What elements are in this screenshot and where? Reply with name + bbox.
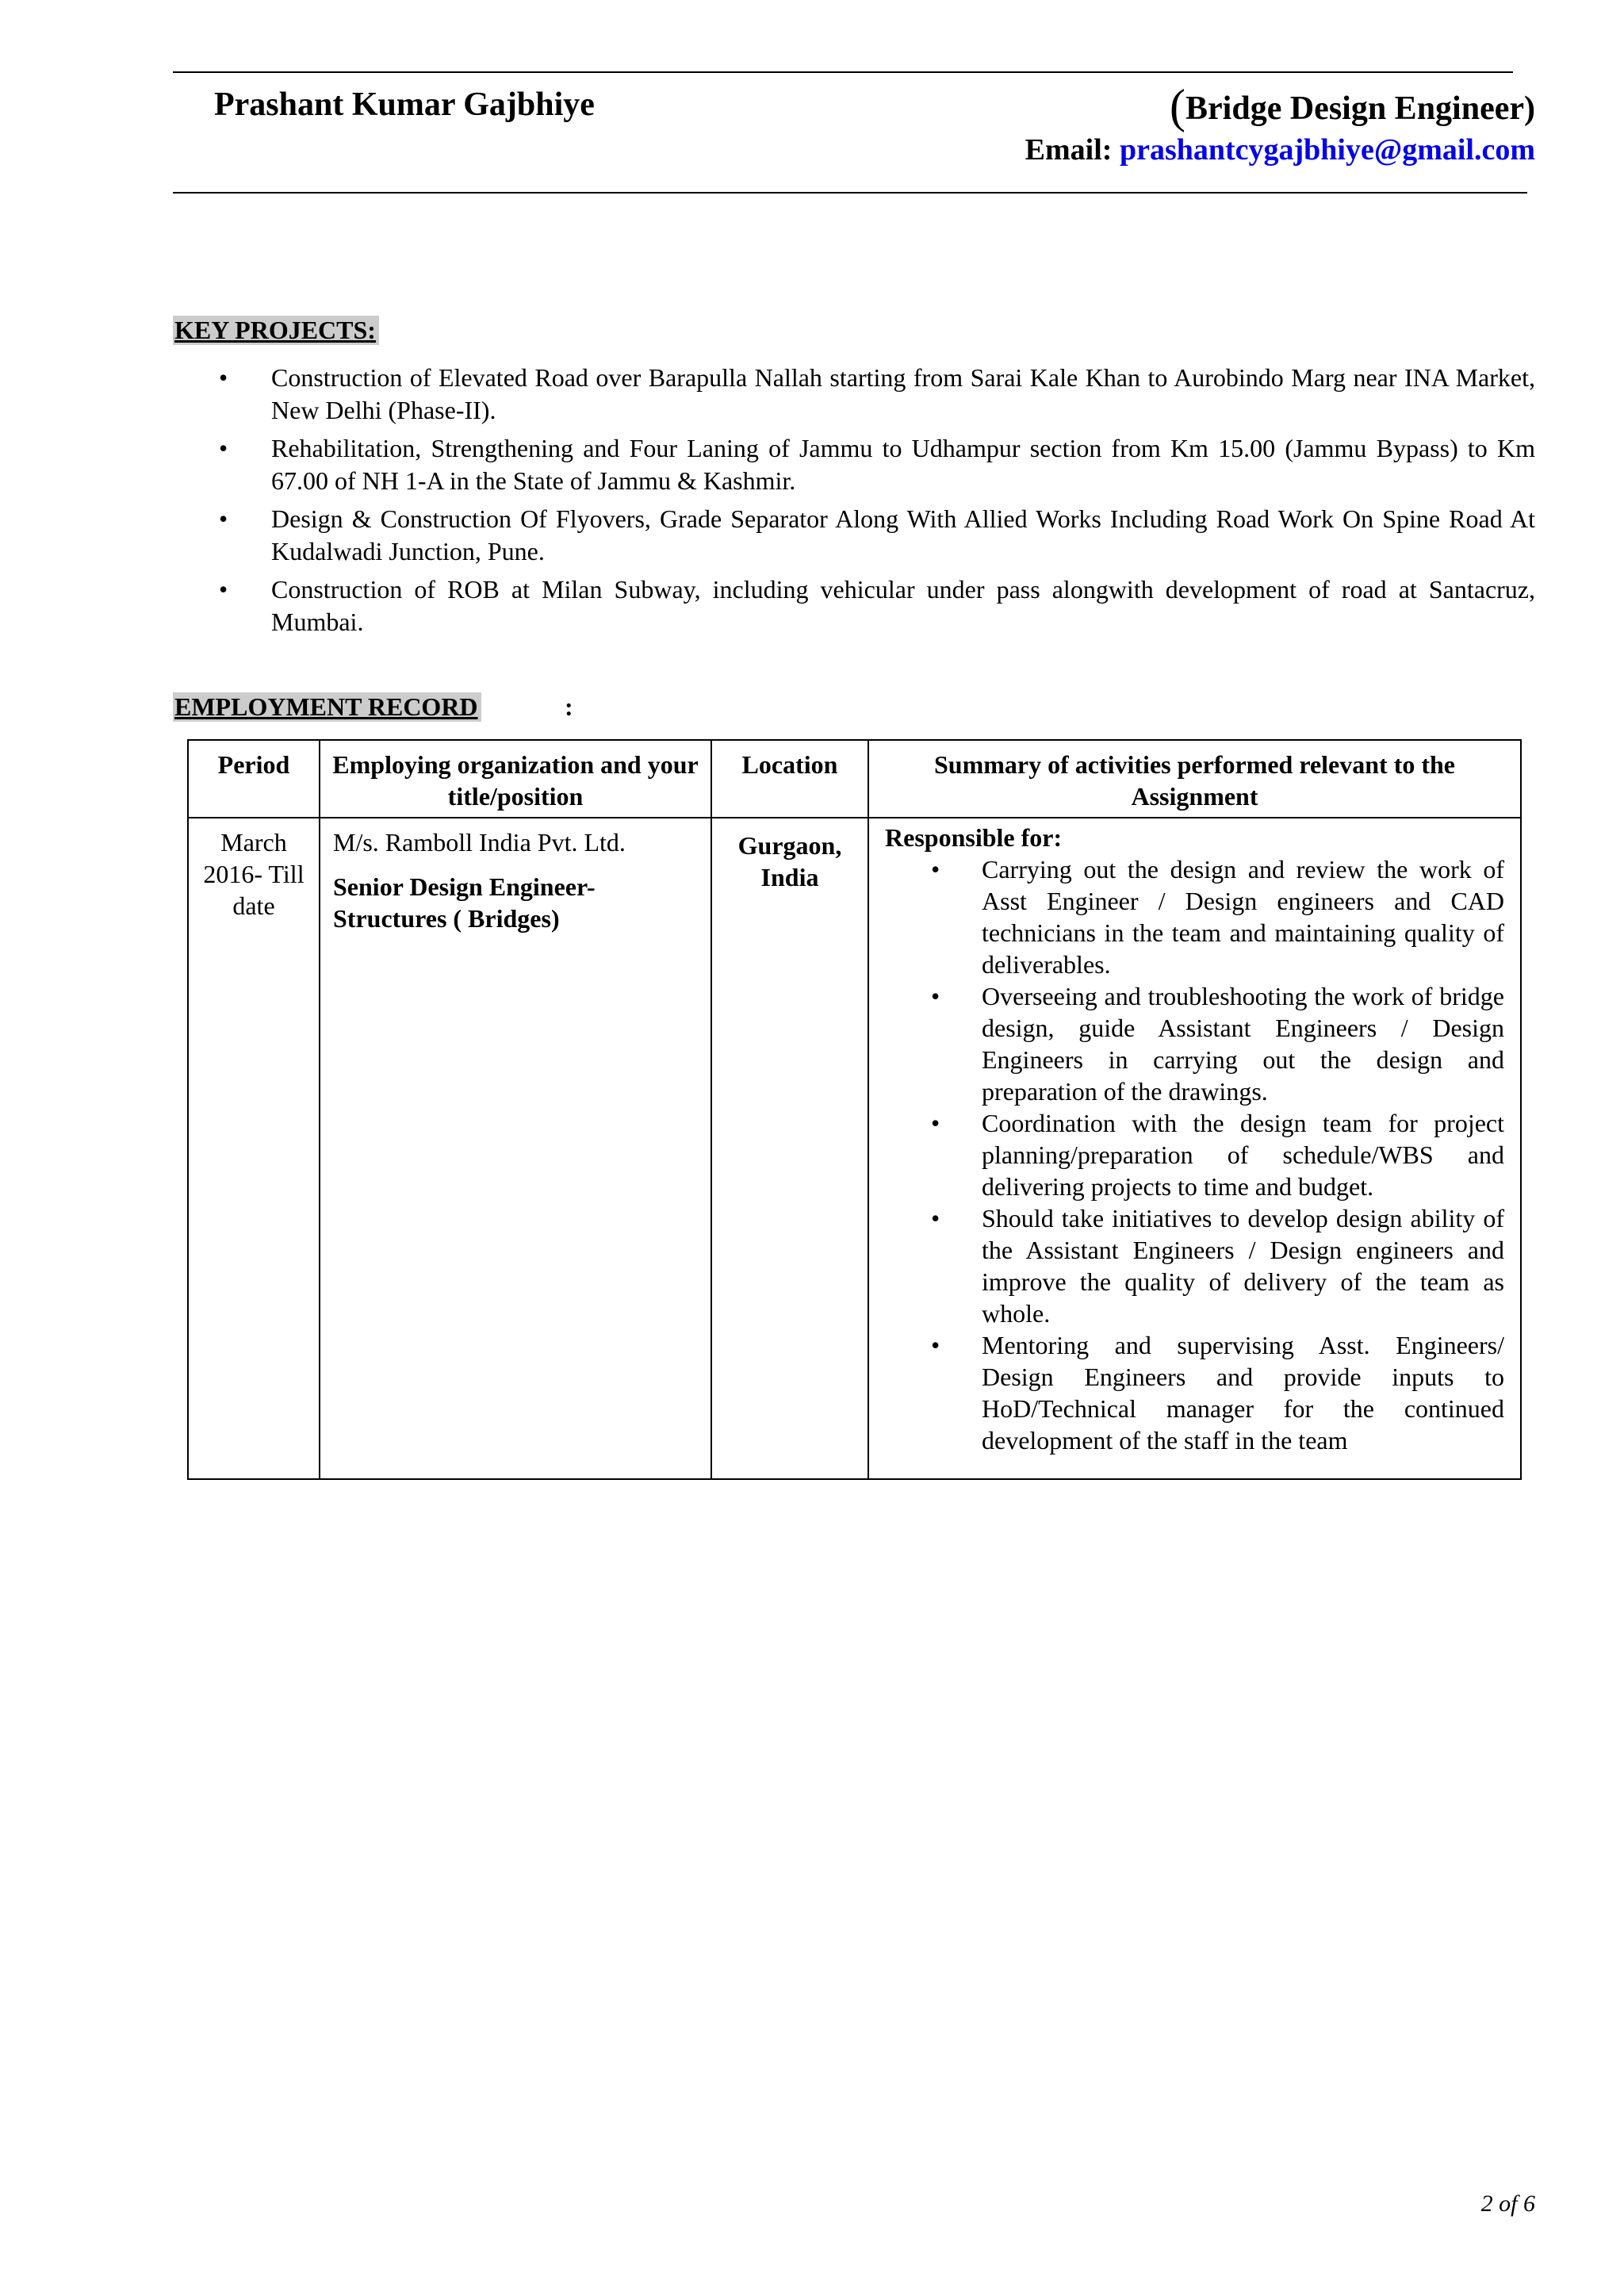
responsible-label: Responsible for: xyxy=(885,823,1063,852)
list-item xyxy=(885,853,1504,980)
list-item xyxy=(173,503,1535,568)
header-bottom-rule xyxy=(173,192,1527,194)
bullet-icon: • xyxy=(219,575,228,604)
bullet-icon: • xyxy=(931,982,940,1010)
email-line xyxy=(1025,132,1535,167)
period-cell: March 2016- Till date xyxy=(188,818,320,1479)
key-projects-list xyxy=(173,362,1535,644)
employer-name: M/s. Ramboll India Pvt. Ltd. xyxy=(333,828,626,857)
bullet-icon: • xyxy=(931,855,940,884)
column-header-summary: Summary of activities performed relevant to the Assignment xyxy=(868,740,1521,818)
duty-text: Coordination with the design team for project planning/preparation of schedule/WBS and delivering projects to time and budget. xyxy=(982,1109,1504,1201)
role-text: Bridge Design Engineer) xyxy=(1185,90,1535,127)
duty-text: Mentoring and supervising Asst. Engineers/ Design Engineers and provide inputs to HoD/Technical manager for the continued development of the staff in the team xyxy=(982,1331,1504,1455)
column-header-location: Location xyxy=(711,740,868,818)
candidate-name: Prashant Kumar Gajbhiye xyxy=(214,86,595,123)
table-header-row xyxy=(188,740,1521,818)
project-text: Design & Construction Of Flyovers, Grade Separator Along With Allied Works Including Road Work On Spine Road At Kudalwadi Junction, Pune. xyxy=(271,504,1535,565)
list-item xyxy=(885,1202,1504,1329)
bullet-icon: • xyxy=(219,363,228,392)
employment-record-heading: EMPLOYMENT RECORD xyxy=(173,692,481,722)
list-item xyxy=(885,1107,1504,1202)
email-label: Email: xyxy=(1025,133,1113,167)
header-top-rule xyxy=(173,71,1513,73)
email-link[interactable]: prashantcygajbhiye@gmail.com xyxy=(1119,133,1535,167)
list-item xyxy=(173,573,1535,638)
bullet-icon: • xyxy=(931,1109,940,1137)
role-open-paren: ( xyxy=(1170,80,1186,132)
table-row xyxy=(188,818,1521,1479)
column-header-period: Period xyxy=(188,740,320,818)
location-cell: Gurgaon, India xyxy=(711,818,868,1479)
list-item xyxy=(173,432,1535,497)
employment-table xyxy=(187,739,1522,1480)
bullet-icon: • xyxy=(931,1204,940,1232)
column-header-organization: Employing organization and your title/position xyxy=(320,740,711,818)
bullet-icon: • xyxy=(219,434,228,462)
bullet-icon: • xyxy=(219,504,228,533)
list-item xyxy=(885,980,1504,1107)
duties-list xyxy=(885,853,1504,1456)
employment-heading-colon: : xyxy=(565,692,573,721)
bullet-icon: • xyxy=(931,1331,940,1359)
page-number: 2 of 6 xyxy=(1480,2191,1535,2217)
list-item xyxy=(885,1329,1504,1456)
key-projects-heading: KEY PROJECTS: xyxy=(173,316,379,345)
list-item xyxy=(173,362,1535,427)
duty-text: Carrying out the design and review the work of Asst Engineer / Design engineers and CAD technicians in the team and maintaining quality of deliverables. xyxy=(982,855,1504,979)
project-text: Construction of ROB at Milan Subway, including vehicular under pass alongwith development of road at Santacruz, Mumbai. xyxy=(271,575,1535,636)
duty-text: Overseeing and troubleshooting the work of bridge design, guide Assistant Engineers / Design Engineers in carrying out the design and preparation of the drawings. xyxy=(982,982,1504,1106)
duty-text: Should take initiatives to develop design ability of the Assistant Engineers / Design engineers and improve the quality of delivery of the team as whole. xyxy=(982,1204,1504,1328)
candidate-role xyxy=(1170,79,1535,134)
summary-cell xyxy=(868,818,1521,1479)
organization-cell xyxy=(320,818,711,1479)
position-title: Senior Design Engineer- Structures ( Bridges) xyxy=(333,872,596,933)
project-text: Rehabilitation, Strengthening and Four Laning of Jammu to Udhampur section from Km 15.00 (Jammu Bypass) to Km 67.00 of NH 1-A in the State of Jammu & Kashmir. xyxy=(271,434,1535,495)
project-text: Construction of Elevated Road over Barapulla Nallah starting from Sarai Kale Khan to Aurobindo Marg near INA Market, New Delhi (Phase-II). xyxy=(271,363,1535,424)
